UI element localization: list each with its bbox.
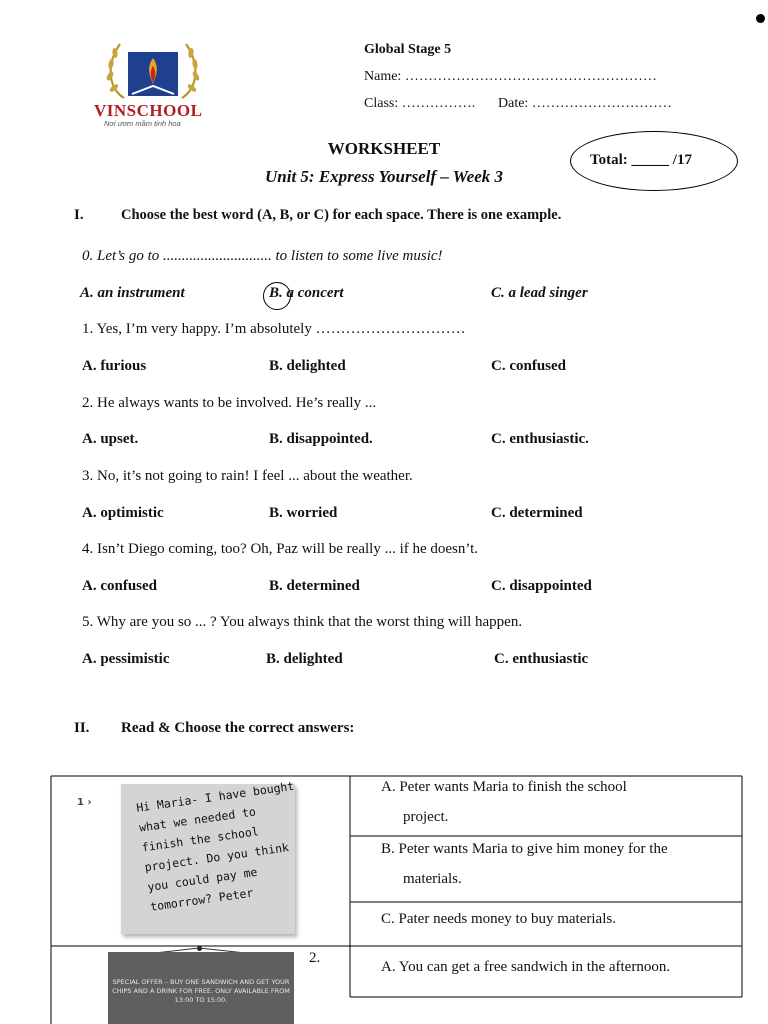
q1-read-option-c-line1: C. Pater needs money to buy materials. (381, 911, 616, 927)
worksheet-title: WORKSHEET (327, 139, 441, 158)
example-option-b: B. a concert (269, 285, 344, 301)
question-3: 3. No, it’s not going to rain! I feel ... about the weather. (82, 468, 413, 484)
section-1-number: I. (74, 207, 84, 223)
worksheet-subtitle: Unit 5: Express Yourself – Week 3 (264, 167, 504, 186)
example-option-c: C. a lead singer (491, 285, 588, 301)
q3-option-c[interactable]: C. determined (491, 505, 583, 521)
q4-option-a[interactable]: A. confused (82, 578, 158, 594)
date-field[interactable]: Date: ………………………… (498, 96, 672, 111)
q1-read-option-b-line1: B. Peter wants Maria to give him money for the (381, 841, 668, 857)
q5-option-a[interactable]: A. pessimistic (82, 651, 170, 667)
stage-label: Global Stage 5 (364, 42, 452, 57)
q2-read-option-a[interactable]: A. You can get a free sandwich in the afternoon. (381, 959, 671, 975)
q4-option-c[interactable]: C. disappointed (491, 578, 592, 594)
q1-option-a[interactable]: A. furious (82, 358, 147, 374)
brand-motto: Nơi ươm mầm tinh hoa (104, 119, 181, 128)
question-4: 4. Isn’t Diego coming, too? Oh, Paz will be really ... if he doesn’t. (82, 541, 479, 557)
q1-option-c[interactable]: C. confused (491, 358, 567, 374)
name-field[interactable]: Name: ……………………………………………… (364, 69, 657, 84)
class-field[interactable]: Class: ……………. (364, 96, 476, 111)
special-offer-sign-text: SPECIAL OFFER – BUY ONE SANDWICH AND GET YOUR CHIPS AND A DRINK FOR FREE. ONLY AVAILABLE FROM 13:00 TO 15:00. (112, 978, 290, 1004)
question-5: 5. Why are you so ... ? You always think that the worst thing will happen. (82, 614, 523, 630)
q1-option-b[interactable]: B. delighted (269, 358, 346, 374)
q1-read-option-a[interactable] (381, 772, 627, 832)
q1-read-option-b[interactable] (381, 834, 668, 894)
q1-read-option-a-line2: project. (403, 809, 449, 825)
example-question: 0. Let’s go to ............................. to listen to some live music! (82, 248, 443, 264)
brand-name: VINSCHOOL (94, 101, 203, 120)
section-2-instruction: Read & Choose the correct answers: (121, 720, 355, 736)
section-1-instruction: Choose the best word (A, B, or C) for each space. There is one example. (121, 207, 562, 223)
q5-option-c[interactable]: C. enthusiastic (494, 651, 589, 667)
q4-option-b[interactable]: B. determined (269, 578, 360, 594)
q3-option-b[interactable]: B. worried (269, 505, 338, 521)
example-option-a: A. an instrument (80, 285, 185, 301)
question-2: 2. He always wants to be involved. He’s really ... (82, 395, 377, 411)
q2-option-b[interactable]: B. disappointed. (269, 431, 373, 447)
sticky-note-text: Hi Maria- I have bought what we needed to finish the school project. Do you think you could pay me tomorrow? Peter (135, 778, 296, 914)
item-2-number: 2. (309, 950, 321, 966)
q2-option-a[interactable]: A. upset. (82, 431, 139, 447)
q1-read-option-a-line1: A. Peter wants Maria to finish the school (381, 779, 627, 795)
question-1: 1. Yes, I’m very happy. I’m absolutely ………………………… (82, 321, 466, 337)
q1-read-option-b-line2: materials. (403, 871, 462, 887)
q3-option-a[interactable]: A. optimistic (82, 505, 164, 521)
total-score: Total: _____ /17 (590, 152, 692, 168)
q1-read-option-c[interactable] (381, 904, 616, 934)
q5-option-b[interactable]: B. delighted (266, 651, 343, 667)
section-2-number: II. (74, 720, 90, 736)
item-1-marker: 1 › (77, 797, 92, 808)
q2-option-c[interactable]: C. enthusiastic. (491, 431, 589, 447)
